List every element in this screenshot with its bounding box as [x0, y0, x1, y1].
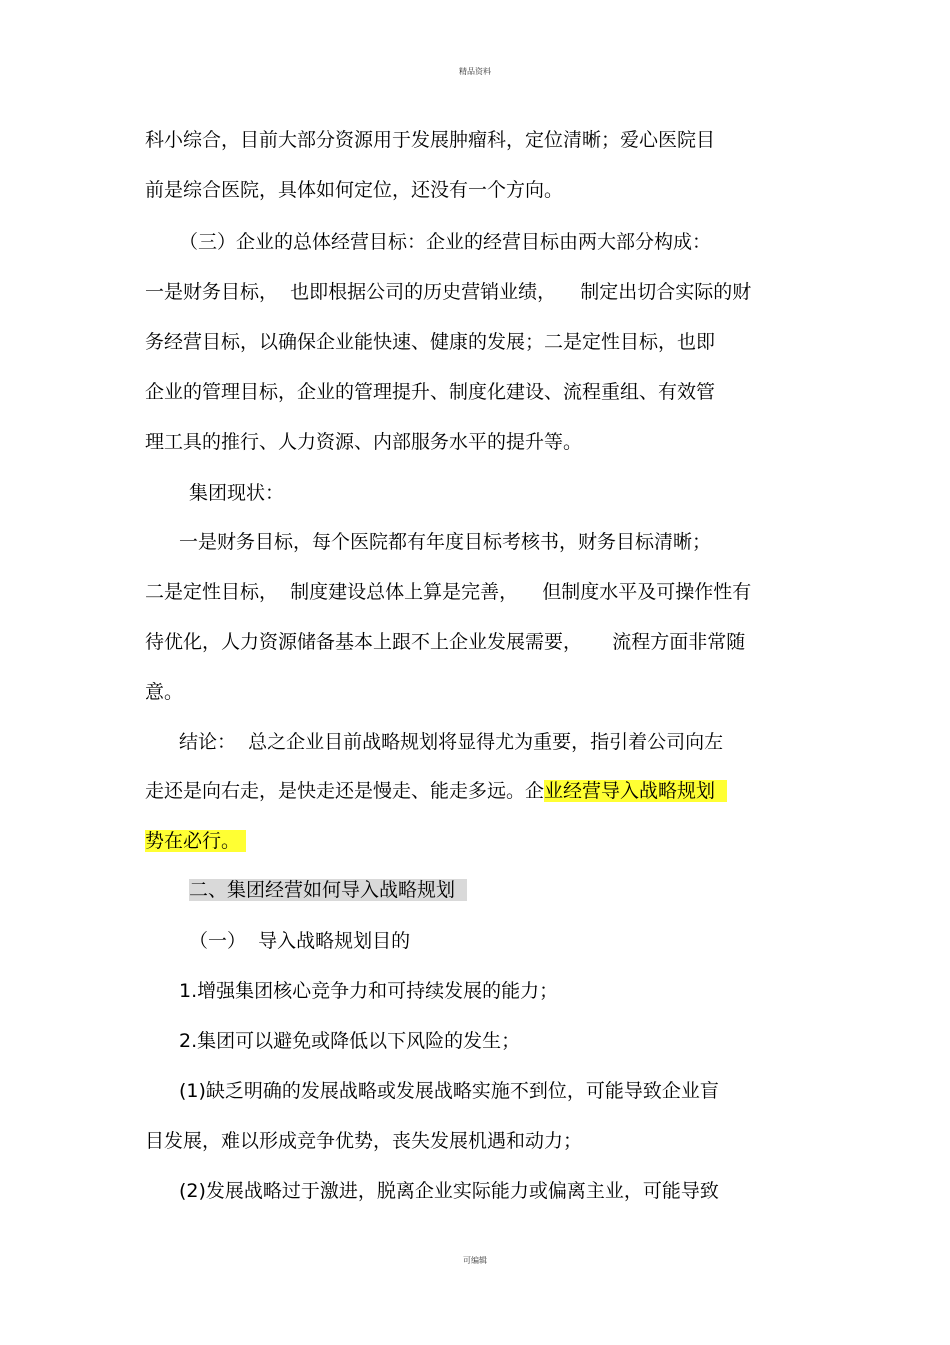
- text-line: 一是财务目标，每个医院都有年度目标考核书，财务目标清晰；: [179, 531, 712, 553]
- page-header: 精品资料: [459, 67, 491, 76]
- text-line: 意。: [145, 681, 184, 703]
- shaded-heading: 二、集团经营如何导入战略规划: [189, 879, 468, 901]
- text-line: 二是定性目标， 制度建设总体上算是完善， 但制度水平及可操作性有: [145, 581, 752, 603]
- text-line: 前是综合医院，具体如何定位，还没有一个方向。: [145, 179, 564, 201]
- text-line: 集团现状：: [189, 482, 285, 504]
- subsection-heading: （一） 导入战略规划目的: [189, 930, 411, 952]
- text-line: 目发展，难以形成竞争优势，丧失发展机遇和动力；: [145, 1130, 583, 1152]
- text-line: 待优化，人力资源储备基本上跟不上企业发展需要， 流程方面非常随: [145, 631, 746, 653]
- section-heading: （三）企业的总体经营目标：企业的经营目标由两大部分构成：: [179, 231, 712, 253]
- list-item: (1)缺乏明确的发展战略或发展战略实施不到位，可能导致企业盲: [179, 1080, 719, 1102]
- text-line: 一是财务目标， 也即根据公司的历史营销业绩， 制定出切合实际的财: [145, 281, 752, 303]
- highlighted-text: 势在必行。: [145, 830, 247, 852]
- text-line: 务经营目标，以确保企业能快速、健康的发展；二是定性目标，也即: [145, 331, 716, 353]
- section-heading: [189, 877, 467, 903]
- text-line: 科小综合，目前大部分资源用于发展肿瘤科，定位清晰；爱心医院目: [145, 129, 716, 151]
- text-line: 结论： 总之企业目前战略规划将显得尤为重要，指引着公司向左: [179, 731, 724, 753]
- text-line: 理工具的推行、人力资源、内部服务水平的提升等。: [145, 431, 583, 453]
- text-line: [145, 828, 246, 854]
- list-item: 1.增强集团核心竞争力和可持续发展的能力；: [179, 980, 559, 1002]
- page-footer: 可编辑: [463, 1256, 487, 1265]
- list-item: 2.集团可以避免或降低以下风险的发生；: [179, 1030, 521, 1052]
- text-line: 企业的管理目标，企业的管理提升、制度化建设、流程重组、有效管: [145, 381, 716, 403]
- list-item: (2)发展战略过于激进，脱离企业实际能力或偏离主业，可能导致: [179, 1180, 719, 1202]
- highlighted-text: 业经营导入战略规划: [544, 780, 728, 802]
- text-line: 走还是向右走，是快走还是慢走、能走多远。企业经营导入战略规划: [145, 780, 728, 802]
